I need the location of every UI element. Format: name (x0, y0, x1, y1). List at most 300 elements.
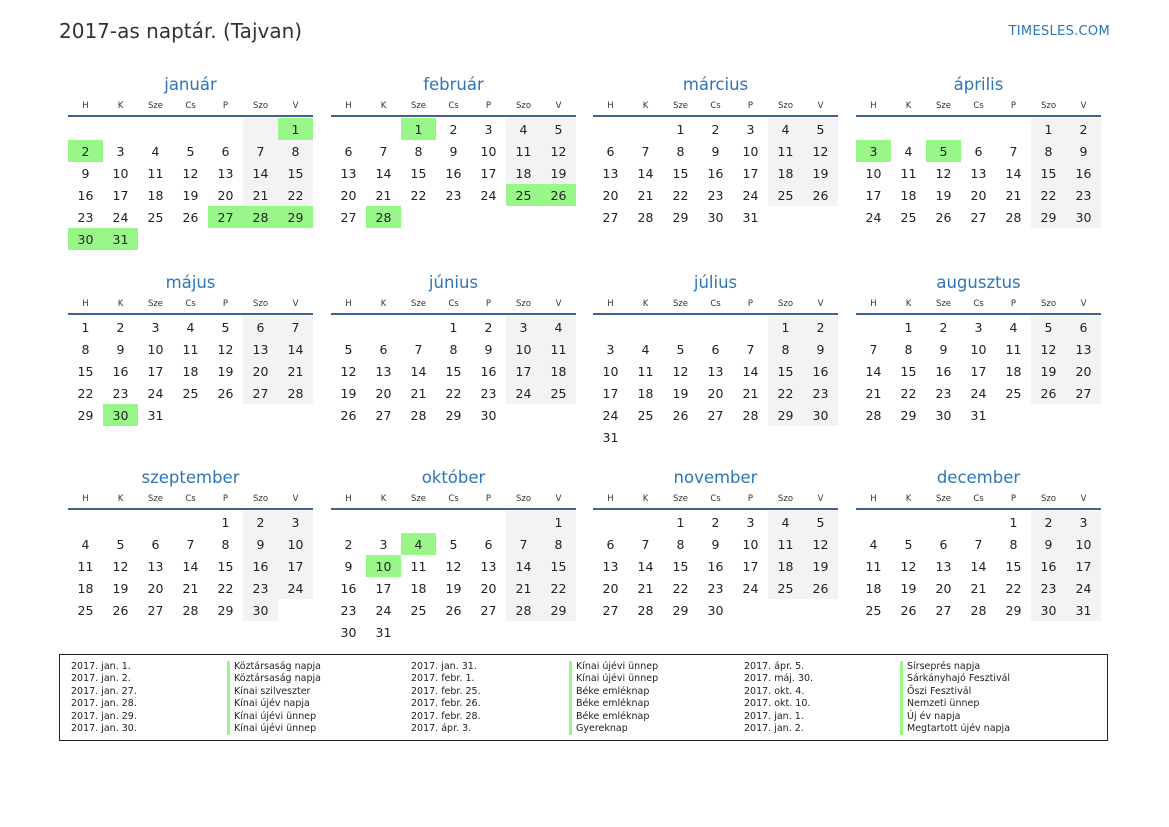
day-cell: 20 (340, 187, 357, 203)
empty-cell (961, 118, 996, 140)
day-cell: 2 (711, 514, 720, 530)
day-cell: 13 (217, 165, 234, 181)
day-cell: 23 (340, 602, 357, 618)
weekday-label: Sze (147, 101, 164, 111)
empty-cell (926, 511, 961, 533)
weekday-label: V (555, 299, 562, 309)
day-cell: 16 (77, 187, 94, 203)
holiday-day-cell: 30 (68, 228, 103, 250)
month-7 (593, 271, 838, 448)
weekday-label: Sze (935, 494, 952, 504)
day-cell: 23 (243, 577, 278, 599)
day-cell: 29 (77, 407, 94, 423)
day-cell: 20 (1066, 360, 1101, 382)
day-cell: 3 (506, 316, 541, 338)
holiday-date: 2017. okt. 10. (744, 698, 811, 710)
weekday-label: Cs (448, 101, 459, 111)
day-cell: 2 (711, 121, 720, 137)
day-cell: 10 (602, 363, 619, 379)
day-cell: 4 (506, 118, 541, 140)
day-cell: 11 (1005, 341, 1022, 357)
day-cell: 10 (742, 536, 759, 552)
day-cell: 25 (900, 209, 917, 225)
day-cell: 11 (77, 558, 94, 574)
day-cell: 27 (602, 602, 619, 618)
weekday-label: K (117, 494, 124, 504)
day-cell: 20 (970, 187, 987, 203)
day-cell: 16 (340, 580, 357, 596)
day-cell: 21 (506, 577, 541, 599)
empty-cell (138, 118, 173, 140)
day-cell: 25 (865, 602, 882, 618)
day-grid (856, 316, 1101, 426)
weekday-label: K (642, 494, 649, 504)
day-cell: 14 (970, 558, 987, 574)
weekday-label: V (555, 101, 562, 111)
day-cell: 15 (672, 165, 689, 181)
empty-cell (103, 511, 138, 533)
day-cell: 1 (904, 319, 913, 335)
day-cell: 26 (803, 184, 838, 206)
day-cell: 27 (340, 209, 357, 225)
day-cell: 7 (641, 143, 650, 159)
weekday-label: Sze (410, 299, 427, 309)
empty-cell (891, 118, 926, 140)
day-cell: 11 (506, 140, 541, 162)
day-cell: 8 (541, 533, 576, 555)
day-cell: 19 (112, 580, 129, 596)
weekday-label: P (1010, 101, 1017, 111)
day-cell: 24 (147, 385, 164, 401)
weekday-header (68, 295, 313, 315)
holiday-name: Megtartott újév napja (900, 723, 1010, 735)
day-cell: 21 (410, 385, 427, 401)
holiday-day-cell: 28 (243, 206, 278, 228)
weekday-label: Sze (672, 299, 689, 309)
weekday-header (331, 295, 576, 315)
weekday-label: P (1010, 299, 1017, 309)
day-cell: 31 (147, 407, 164, 423)
day-cell: 5 (449, 536, 458, 552)
empty-cell (331, 316, 366, 338)
day-cell: 7 (186, 536, 195, 552)
day-cell: 17 (742, 558, 759, 574)
day-cell: 9 (939, 341, 948, 357)
empty-cell (891, 511, 926, 533)
weekday-label: Sze (410, 101, 427, 111)
weekday-label: Sze (935, 101, 952, 111)
holiday-date: 2017. jan. 2. (744, 723, 804, 735)
day-cell: 26 (340, 407, 357, 423)
day-cell: 19 (340, 385, 357, 401)
brand-link[interactable]: TIMESLES.COM (1008, 24, 1110, 39)
day-grid (593, 511, 838, 621)
weekday-label: H (870, 494, 877, 504)
day-cell: 15 (900, 363, 917, 379)
weekday-label: V (292, 494, 299, 504)
day-cell: 12 (672, 363, 689, 379)
weekday-label: Cs (448, 299, 459, 309)
day-cell: 22 (77, 385, 94, 401)
day-cell: 22 (672, 187, 689, 203)
day-cell: 8 (676, 143, 685, 159)
day-cell: 4 (768, 511, 803, 533)
day-cell: 7 (1009, 143, 1018, 159)
day-cell: 12 (445, 558, 462, 574)
weekday-label: Cs (185, 299, 196, 309)
day-cell: 14 (742, 363, 759, 379)
weekday-label: K (642, 299, 649, 309)
day-cell: 18 (865, 580, 882, 596)
month-4 (856, 73, 1101, 228)
day-cell: 26 (935, 209, 952, 225)
day-cell: 30 (243, 599, 278, 621)
day-cell: 28 (742, 407, 759, 423)
day-cell: 6 (243, 316, 278, 338)
empty-cell (961, 511, 996, 533)
day-cell: 27 (243, 382, 278, 404)
day-cell: 29 (1005, 602, 1022, 618)
weekday-label: H (82, 101, 89, 111)
day-cell: 25 (410, 602, 427, 618)
day-cell: 7 (746, 341, 755, 357)
day-cell: 19 (445, 580, 462, 596)
day-cell: 5 (186, 143, 195, 159)
month-6 (331, 271, 576, 426)
day-cell: 28 (637, 602, 654, 618)
day-cell: 17 (1066, 555, 1101, 577)
weekday-label: H (870, 299, 877, 309)
weekday-label: Cs (185, 494, 196, 504)
holiday-date: 2017. febr. 1. (411, 673, 475, 685)
weekday-header (331, 490, 576, 510)
day-cell: 19 (803, 162, 838, 184)
day-cell: 27 (707, 407, 724, 423)
day-cell: 18 (768, 162, 803, 184)
day-cell: 4 (768, 118, 803, 140)
day-cell: 28 (1005, 209, 1022, 225)
month-name: november (673, 468, 758, 487)
day-cell: 20 (243, 360, 278, 382)
holiday-date: 2017. jan. 27. (71, 685, 137, 697)
weekday-label: K (905, 299, 912, 309)
holiday-date: 2017. máj. 30. (744, 673, 814, 685)
day-cell: 17 (375, 580, 392, 596)
day-cell: 16 (707, 165, 724, 181)
day-cell: 9 (1031, 533, 1066, 555)
weekday-label: Cs (973, 101, 984, 111)
day-cell: 26 (900, 602, 917, 618)
weekday-label: V (817, 299, 824, 309)
day-cell: 24 (1066, 577, 1101, 599)
empty-cell (173, 118, 208, 140)
weekday-label: P (747, 299, 754, 309)
day-cell: 10 (506, 338, 541, 360)
weekday-label: K (380, 299, 387, 309)
day-cell: 17 (602, 385, 619, 401)
day-cell: 15 (768, 360, 803, 382)
day-cell: 10 (742, 143, 759, 159)
day-cell: 17 (742, 165, 759, 181)
holiday-name-column (569, 661, 658, 735)
day-cell: 21 (637, 580, 654, 596)
day-cell: 5 (904, 536, 913, 552)
weekday-label: P (222, 494, 229, 504)
day-cell: 14 (410, 363, 427, 379)
weekday-label: P (485, 494, 492, 504)
day-cell: 26 (1031, 382, 1066, 404)
day-cell: 27 (147, 602, 164, 618)
day-cell: 2 (803, 316, 838, 338)
day-cell: 13 (707, 363, 724, 379)
day-cell: 24 (970, 385, 987, 401)
day-cell: 30 (480, 407, 497, 423)
day-cell: 13 (602, 558, 619, 574)
day-cell: 6 (974, 143, 983, 159)
holiday-day-cell: 26 (541, 184, 576, 206)
day-cell: 30 (707, 602, 724, 618)
day-cell: 28 (182, 602, 199, 618)
empty-cell (926, 118, 961, 140)
day-cell: 26 (803, 577, 838, 599)
day-cell: 19 (1031, 360, 1066, 382)
weekday-label: Cs (710, 494, 721, 504)
day-cell: 28 (506, 599, 541, 621)
day-cell: 26 (445, 602, 462, 618)
weekday-label: Szo (252, 101, 269, 111)
day-cell: 4 (81, 536, 90, 552)
day-cell: 20 (217, 187, 234, 203)
day-cell: 8 (81, 341, 90, 357)
day-cell: 28 (410, 407, 427, 423)
weekday-label: Cs (973, 494, 984, 504)
weekday-header (856, 295, 1101, 315)
weekday-header (593, 490, 838, 510)
day-cell: 24 (506, 382, 541, 404)
day-cell: 3 (151, 319, 160, 335)
day-cell: 16 (480, 363, 497, 379)
day-cell: 18 (637, 385, 654, 401)
day-cell: 9 (484, 341, 493, 357)
weekday-label: H (82, 494, 89, 504)
holiday-day-cell: 28 (366, 206, 401, 228)
month-name: július (693, 273, 738, 292)
holiday-date: 2017. jan. 30. (71, 723, 137, 735)
day-cell: 25 (1005, 385, 1022, 401)
empty-cell (593, 511, 628, 533)
day-grid (68, 118, 313, 250)
day-cell: 24 (375, 602, 392, 618)
day-cell: 6 (151, 536, 160, 552)
empty-cell (401, 511, 436, 533)
holiday-day-cell: 5 (926, 140, 961, 162)
day-cell: 30 (340, 624, 357, 640)
weekday-label: Szo (1040, 299, 1057, 309)
day-cell: 24 (865, 209, 882, 225)
weekday-label: Cs (710, 101, 721, 111)
day-cell: 22 (410, 187, 427, 203)
day-cell: 8 (1009, 536, 1018, 552)
day-cell: 14 (375, 165, 392, 181)
holiday-day-cell: 30 (103, 404, 138, 426)
day-cell: 29 (672, 209, 689, 225)
day-cell: 10 (278, 533, 313, 555)
weekday-label: Cs (185, 101, 196, 111)
day-cell: 8 (449, 341, 458, 357)
day-cell: 31 (602, 429, 619, 445)
day-cell: 22 (1005, 580, 1022, 596)
holiday-name: Kínai újévi ünnep (569, 673, 658, 685)
weekday-label: H (82, 299, 89, 309)
day-cell: 28 (278, 382, 313, 404)
day-cell: 3 (379, 536, 388, 552)
day-cell: 23 (707, 187, 724, 203)
day-cell: 4 (186, 319, 195, 335)
day-grid (856, 511, 1101, 621)
weekday-label: Szo (252, 494, 269, 504)
day-cell: 11 (768, 140, 803, 162)
day-cell: 30 (803, 404, 838, 426)
day-cell: 15 (217, 558, 234, 574)
day-cell: 14 (182, 558, 199, 574)
weekday-label: Szo (252, 299, 269, 309)
empty-cell (68, 511, 103, 533)
month-name: április (953, 75, 1004, 94)
weekday-header (856, 97, 1101, 117)
day-cell: 25 (541, 382, 576, 404)
day-cell: 21 (243, 184, 278, 206)
day-cell: 24 (112, 209, 129, 225)
holiday-name-column (227, 661, 321, 735)
empty-cell (996, 118, 1031, 140)
weekday-label: Cs (973, 299, 984, 309)
day-cell: 9 (1066, 140, 1101, 162)
holiday-date: 2017. jan. 1. (744, 710, 804, 722)
day-cell: 6 (221, 143, 230, 159)
weekday-label: Sze (935, 299, 952, 309)
day-cell: 12 (803, 140, 838, 162)
empty-cell (733, 316, 768, 338)
holiday-name: Gyereknap (569, 723, 658, 735)
day-cell: 18 (1005, 363, 1022, 379)
weekday-label: P (222, 299, 229, 309)
day-cell: 14 (1005, 165, 1022, 181)
day-cell: 1 (768, 316, 803, 338)
day-cell: 22 (217, 580, 234, 596)
day-cell: 25 (768, 577, 803, 599)
day-cell: 21 (865, 385, 882, 401)
empty-cell (68, 118, 103, 140)
day-cell: 14 (637, 558, 654, 574)
day-cell: 29 (1031, 206, 1066, 228)
day-cell: 24 (278, 577, 313, 599)
weekday-label: Szo (515, 299, 532, 309)
day-cell: 19 (803, 555, 838, 577)
weekday-label: Sze (672, 494, 689, 504)
day-cell: 13 (243, 338, 278, 360)
day-cell: 1 (676, 514, 685, 530)
day-cell: 26 (217, 385, 234, 401)
day-cell: 5 (116, 536, 125, 552)
day-cell: 12 (340, 363, 357, 379)
weekday-header (593, 295, 838, 315)
day-cell: 2 (344, 536, 353, 552)
day-cell: 18 (147, 187, 164, 203)
day-cell: 14 (637, 165, 654, 181)
day-cell: 23 (707, 580, 724, 596)
day-cell: 19 (672, 385, 689, 401)
day-cell: 20 (707, 385, 724, 401)
empty-cell (471, 511, 506, 533)
day-cell: 12 (182, 165, 199, 181)
day-cell: 18 (541, 360, 576, 382)
weekday-label: K (905, 494, 912, 504)
day-cell: 18 (410, 580, 427, 596)
day-cell: 4 (1009, 319, 1018, 335)
weekday-label: V (555, 494, 562, 504)
weekday-label: K (117, 101, 124, 111)
day-cell: 22 (768, 382, 803, 404)
day-cell: 13 (375, 363, 392, 379)
day-cell: 8 (1031, 140, 1066, 162)
month-name: január (164, 75, 217, 94)
weekday-label: Szo (515, 101, 532, 111)
day-cell: 12 (803, 533, 838, 555)
holiday-date: 2017. jan. 2. (71, 673, 131, 685)
day-cell: 12 (112, 558, 129, 574)
month-name: május (165, 273, 216, 292)
weekday-label: P (747, 101, 754, 111)
day-cell: 29 (445, 407, 462, 423)
day-cell: 25 (77, 602, 94, 618)
empty-cell (138, 511, 173, 533)
day-cell: 30 (707, 209, 724, 225)
day-cell: 1 (221, 514, 230, 530)
weekday-label: V (817, 494, 824, 504)
month-8 (856, 271, 1101, 426)
day-cell: 9 (243, 533, 278, 555)
day-grid (856, 118, 1101, 228)
day-cell: 17 (480, 165, 497, 181)
day-cell: 24 (602, 407, 619, 423)
day-cell: 11 (410, 558, 427, 574)
day-cell: 5 (1031, 316, 1066, 338)
empty-cell (856, 316, 891, 338)
day-cell: 25 (147, 209, 164, 225)
day-cell: 17 (506, 360, 541, 382)
day-cell: 17 (865, 187, 882, 203)
weekday-label: Szo (777, 494, 794, 504)
weekday-label: V (1080, 494, 1087, 504)
day-cell: 6 (939, 536, 948, 552)
day-cell: 27 (935, 602, 952, 618)
weekday-label: K (380, 494, 387, 504)
holiday-day-cell: 10 (366, 555, 401, 577)
day-cell: 1 (1009, 514, 1018, 530)
day-cell: 12 (900, 558, 917, 574)
holiday-date: 2017. jan. 1. (71, 661, 131, 672)
holiday-name: Köztársaság napja (227, 673, 321, 685)
month-name: június (428, 273, 479, 292)
month-name: március (682, 75, 749, 94)
day-cell: 6 (1066, 316, 1101, 338)
day-grid (593, 118, 838, 228)
day-cell: 26 (182, 209, 199, 225)
day-cell: 19 (900, 580, 917, 596)
day-cell: 18 (182, 363, 199, 379)
day-cell: 25 (768, 184, 803, 206)
month-name: október (421, 468, 486, 487)
